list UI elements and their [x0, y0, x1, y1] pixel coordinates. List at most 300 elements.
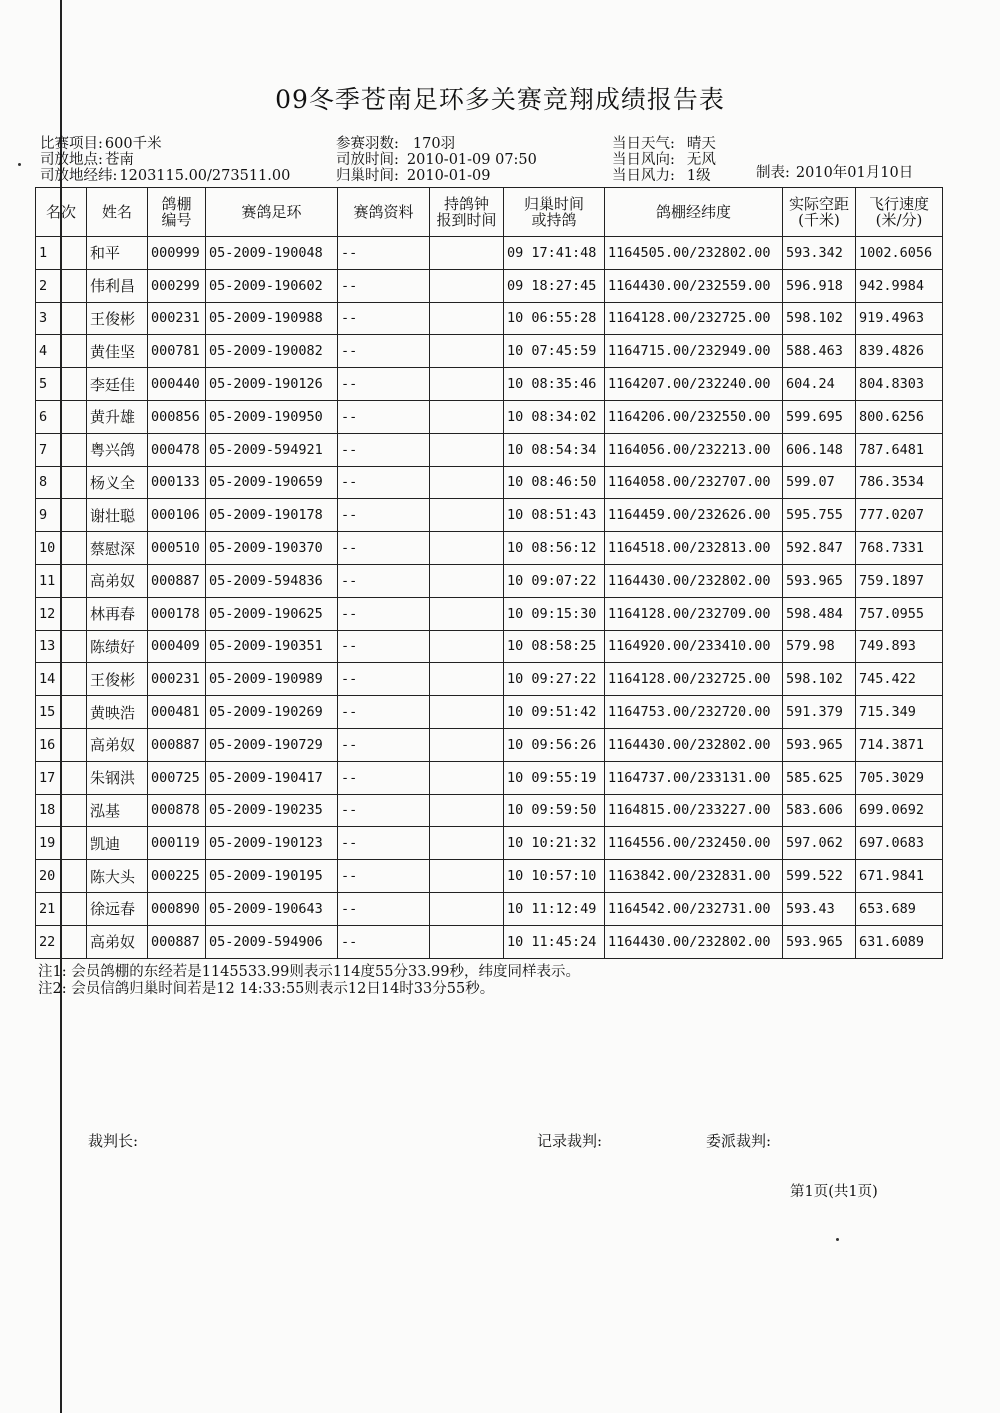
cell-distance: 604.24 — [783, 368, 856, 401]
cell-speed: 699.0692 — [856, 794, 943, 827]
cell-speed: 714.3871 — [856, 728, 943, 761]
info-birds-label: 参赛羽数: — [336, 136, 399, 152]
cell-loft-no: 000725 — [148, 761, 206, 794]
info-birds — [336, 136, 455, 152]
cell-return-time: 10 08:46:50 — [504, 466, 605, 499]
cell-name: 陈绩好 — [87, 630, 148, 663]
cell-speed: 671.9841 — [856, 860, 943, 893]
table-row — [36, 532, 943, 565]
cell-loft-no: 000231 — [148, 302, 206, 335]
cell-return-time: 10 09:51:42 — [504, 696, 605, 729]
cell-distance: 592.847 — [783, 532, 856, 565]
cell-rank: 9 — [36, 499, 87, 532]
cell-ring: 05-2009-594836 — [206, 564, 338, 597]
cell-return-time: 10 09:27:22 — [504, 663, 605, 696]
info-wind-dir-label: 当日风向: — [612, 152, 675, 168]
col-return-line2: 或持鸽 — [531, 211, 577, 229]
col-loft-no — [148, 188, 206, 237]
report-title: 09冬季苍南足环多关赛竞翔成绩报告表 — [275, 85, 725, 114]
table-row — [36, 466, 943, 499]
info-release-coords — [40, 168, 290, 184]
cell-return-time: 09 18:27:45 — [504, 269, 605, 302]
cell-ring: 05-2009-190729 — [206, 728, 338, 761]
info-made-label: 制表: — [756, 165, 790, 181]
cell-info: -- — [338, 269, 430, 302]
info-birds-value: 170羽 — [412, 136, 456, 152]
cell-distance: 599.695 — [783, 400, 856, 433]
cell-name: 高弟奴 — [87, 564, 148, 597]
cell-info: -- — [338, 302, 430, 335]
cell-clock — [430, 761, 504, 794]
cell-rank: 2 — [36, 269, 87, 302]
cell-clock — [430, 696, 504, 729]
cell-clock — [430, 400, 504, 433]
cell-speed: 839.4826 — [856, 335, 943, 368]
notes — [38, 964, 580, 998]
info-project — [40, 136, 162, 152]
cell-return-time: 10 09:55:19 — [504, 761, 605, 794]
cell-coords: 1164556.00/232450.00 — [605, 827, 783, 860]
cell-distance: 598.102 — [783, 302, 856, 335]
cell-clock — [430, 466, 504, 499]
cell-distance: 593.342 — [783, 237, 856, 270]
cell-loft-no: 000887 — [148, 564, 206, 597]
table-row — [36, 564, 943, 597]
table-row — [36, 302, 943, 335]
cell-return-time: 10 08:34:02 — [504, 400, 605, 433]
info-return-time — [336, 168, 491, 184]
cell-distance: 593.43 — [783, 892, 856, 925]
table-row — [36, 761, 943, 794]
cell-distance: 598.102 — [783, 663, 856, 696]
cell-name: 杨义全 — [87, 466, 148, 499]
cell-coords: 1164753.00/232720.00 — [605, 696, 783, 729]
cell-speed: 759.1897 — [856, 564, 943, 597]
cell-ring: 05-2009-594921 — [206, 433, 338, 466]
cell-clock — [430, 597, 504, 630]
table-header-row — [36, 188, 943, 237]
cell-rank: 10 — [36, 532, 87, 565]
cell-name: 高弟奴 — [87, 925, 148, 958]
cell-clock — [430, 892, 504, 925]
cell-clock — [430, 368, 504, 401]
cell-info: -- — [338, 532, 430, 565]
cell-distance: 593.965 — [783, 564, 856, 597]
cell-speed: 653.689 — [856, 892, 943, 925]
cell-info: -- — [338, 597, 430, 630]
cell-return-time: 10 10:21:32 — [504, 827, 605, 860]
col-return — [504, 188, 605, 237]
cell-name: 高弟奴 — [87, 728, 148, 761]
cell-distance: 595.755 — [783, 499, 856, 532]
col-loft-no-line2: 编号 — [161, 211, 192, 229]
cell-loft-no: 000440 — [148, 368, 206, 401]
signature-recorder: 记录裁判: — [537, 1132, 603, 1150]
cell-coords: 1164430.00/232802.00 — [605, 925, 783, 958]
cell-return-time: 10 06:55:28 — [504, 302, 605, 335]
cell-name: 伟利昌 — [87, 269, 148, 302]
cell-speed: 715.349 — [856, 696, 943, 729]
cell-loft-no: 000119 — [148, 827, 206, 860]
cell-ring: 05-2009-190659 — [206, 466, 338, 499]
cell-name: 王俊彬 — [87, 663, 148, 696]
cell-return-time: 10 07:45:59 — [504, 335, 605, 368]
cell-clock — [430, 728, 504, 761]
cell-name: 王俊彬 — [87, 302, 148, 335]
cell-distance: 606.148 — [783, 433, 856, 466]
cell-ring: 05-2009-190950 — [206, 400, 338, 433]
cell-return-time: 10 08:35:46 — [504, 368, 605, 401]
cell-info: -- — [338, 400, 430, 433]
cell-rank: 3 — [36, 302, 87, 335]
cell-info: -- — [338, 466, 430, 499]
note-1: 注1: 会员鸽棚的东经若是1145533.99则表示114度55分33.99秒，纬度同样表示。 — [38, 964, 580, 980]
cell-clock — [430, 794, 504, 827]
col-info: 赛鸽资料 — [338, 188, 430, 237]
cell-speed: 705.3029 — [856, 761, 943, 794]
cell-distance: 591.379 — [783, 696, 856, 729]
cell-rank: 14 — [36, 663, 87, 696]
info-release-time-label: 司放时间: — [336, 152, 399, 168]
cell-ring: 05-2009-190602 — [206, 269, 338, 302]
cell-ring: 05-2009-594906 — [206, 925, 338, 958]
cell-rank: 1 — [36, 237, 87, 270]
col-speed-line1: 飞行速度 — [868, 195, 929, 213]
cell-coords: 1164207.00/232240.00 — [605, 368, 783, 401]
info-wind-force-value: 1级 — [686, 168, 711, 184]
cell-info: -- — [338, 892, 430, 925]
cell-info: -- — [338, 368, 430, 401]
col-distance-line1: 实际空距 — [788, 195, 849, 213]
cell-return-time: 10 09:15:30 — [504, 597, 605, 630]
cell-rank: 16 — [36, 728, 87, 761]
cell-rank: 13 — [36, 630, 87, 663]
note-2: 注2: 会员信鸽归巢时间若是12 14:33:55则表示12日14时33分55秒。 — [38, 981, 495, 997]
cell-speed: 787.6481 — [856, 433, 943, 466]
cell-info: -- — [338, 860, 430, 893]
info-made-value: 2010年01月10日 — [795, 165, 914, 181]
cell-rank: 18 — [36, 794, 87, 827]
cell-distance: 593.965 — [783, 925, 856, 958]
cell-distance: 598.484 — [783, 597, 856, 630]
cell-coords: 1164715.00/232949.00 — [605, 335, 783, 368]
col-name: 姓名 — [87, 188, 148, 237]
cell-loft-no: 000409 — [148, 630, 206, 663]
cell-info: -- — [338, 827, 430, 860]
cell-coords: 1164430.00/232559.00 — [605, 269, 783, 302]
cell-clock — [430, 237, 504, 270]
table-row — [36, 368, 943, 401]
cell-info: -- — [338, 564, 430, 597]
col-clock — [430, 188, 504, 237]
cell-coords: 1164058.00/232707.00 — [605, 466, 783, 499]
cell-loft-no: 000781 — [148, 335, 206, 368]
cell-return-time: 10 08:54:34 — [504, 433, 605, 466]
cell-ring: 05-2009-190178 — [206, 499, 338, 532]
cell-loft-no: 000178 — [148, 597, 206, 630]
col-ring: 赛鸽足环 — [206, 188, 338, 237]
cell-ring: 05-2009-190195 — [206, 860, 338, 893]
col-rank: 名次 — [36, 188, 87, 237]
info-release-place-value: 苍南 — [104, 152, 134, 168]
cell-loft-no: 000887 — [148, 925, 206, 958]
cell-clock — [430, 925, 504, 958]
cell-distance: 597.062 — [783, 827, 856, 860]
cell-ring: 05-2009-190370 — [206, 532, 338, 565]
cell-speed: 777.0207 — [856, 499, 943, 532]
cell-loft-no: 000481 — [148, 696, 206, 729]
cell-name: 和平 — [87, 237, 148, 270]
info-return-time-value: 2010-01-09 — [406, 168, 491, 184]
cell-return-time: 10 10:57:10 — [504, 860, 605, 893]
cell-rank: 20 — [36, 860, 87, 893]
cell-ring: 05-2009-190351 — [206, 630, 338, 663]
col-distance — [783, 188, 856, 237]
cell-clock — [430, 630, 504, 663]
info-release-place-label: 司放地点: — [40, 152, 103, 168]
cell-return-time: 10 09:59:50 — [504, 794, 605, 827]
table-row — [36, 860, 943, 893]
cell-rank: 17 — [36, 761, 87, 794]
cell-name: 李廷佳 — [87, 368, 148, 401]
col-clock-line1: 持鸽钟 — [443, 195, 489, 213]
cell-rank: 5 — [36, 368, 87, 401]
cell-loft-no: 000510 — [148, 532, 206, 565]
info-wind-force-label: 当日风力: — [612, 168, 675, 184]
cell-speed: 804.8303 — [856, 368, 943, 401]
info-release-coords-label: 司放地经纬: — [40, 168, 118, 184]
col-loft-no-line1: 鸽棚 — [161, 195, 192, 213]
cell-speed: 745.422 — [856, 663, 943, 696]
table-row — [36, 400, 943, 433]
cell-distance: 579.98 — [783, 630, 856, 663]
page-number: 第1页(共1页) — [790, 1184, 878, 1200]
cell-ring: 05-2009-190235 — [206, 794, 338, 827]
table-row — [36, 237, 943, 270]
cell-coords: 1164056.00/232213.00 — [605, 433, 783, 466]
info-project-label: 比赛项目: — [40, 136, 103, 152]
cell-info: -- — [338, 237, 430, 270]
signature-delegate: 委派裁判: — [706, 1132, 772, 1150]
cell-name: 陈大头 — [87, 860, 148, 893]
cell-name: 黄佳坚 — [87, 335, 148, 368]
table-row — [36, 499, 943, 532]
cell-rank: 4 — [36, 335, 87, 368]
cell-speed: 1002.6056 — [856, 237, 943, 270]
info-release-place — [40, 152, 134, 168]
col-coords: 鸽棚经纬度 — [605, 188, 783, 237]
cell-coords: 1164459.00/232626.00 — [605, 499, 783, 532]
cell-loft-no: 000106 — [148, 499, 206, 532]
cell-rank: 22 — [36, 925, 87, 958]
cell-name: 泓基 — [87, 794, 148, 827]
cell-speed: 942.9984 — [856, 269, 943, 302]
cell-coords: 1164206.00/232550.00 — [605, 400, 783, 433]
cell-rank: 8 — [36, 466, 87, 499]
info-release-time-value: 2010-01-09 07:50 — [406, 152, 537, 168]
col-clock-line2: 报到时间 — [436, 211, 497, 229]
table-row — [36, 925, 943, 958]
cell-name: 凯迪 — [87, 827, 148, 860]
cell-coords: 1164430.00/232802.00 — [605, 728, 783, 761]
table-row — [36, 335, 943, 368]
results-table — [35, 187, 943, 959]
cell-speed: 697.0683 — [856, 827, 943, 860]
cell-name: 黄映浩 — [87, 696, 148, 729]
cell-name: 谢壮聪 — [87, 499, 148, 532]
cell-ring: 05-2009-190989 — [206, 663, 338, 696]
cell-name: 徐远春 — [87, 892, 148, 925]
cell-speed: 768.7331 — [856, 532, 943, 565]
cell-info: -- — [338, 728, 430, 761]
cell-ring: 05-2009-190048 — [206, 237, 338, 270]
cell-info: -- — [338, 630, 430, 663]
cell-coords: 1164430.00/232802.00 — [605, 564, 783, 597]
table-row — [36, 892, 943, 925]
cell-coords: 1164737.00/233131.00 — [605, 761, 783, 794]
info-made-date — [756, 165, 913, 181]
cell-return-time: 10 11:45:24 — [504, 925, 605, 958]
cell-ring: 05-2009-190269 — [206, 696, 338, 729]
cell-rank: 21 — [36, 892, 87, 925]
cell-info: -- — [338, 794, 430, 827]
cell-loft-no: 000299 — [148, 269, 206, 302]
cell-speed: 757.0955 — [856, 597, 943, 630]
info-wind-force — [612, 168, 711, 184]
cell-distance: 599.07 — [783, 466, 856, 499]
cell-clock — [430, 433, 504, 466]
cell-distance: 596.918 — [783, 269, 856, 302]
cell-rank: 15 — [36, 696, 87, 729]
info-wind-dir — [612, 152, 716, 168]
info-weather — [612, 136, 716, 152]
cell-loft-no: 000231 — [148, 663, 206, 696]
cell-clock — [430, 499, 504, 532]
table-row — [36, 728, 943, 761]
info-release-coords-value: 1203115.00/273511.00 — [119, 168, 291, 184]
cell-rank: 6 — [36, 400, 87, 433]
table-body — [36, 237, 943, 959]
cell-return-time: 10 09:56:26 — [504, 728, 605, 761]
table-row — [36, 269, 943, 302]
cell-ring: 05-2009-190417 — [206, 761, 338, 794]
cell-clock — [430, 663, 504, 696]
cell-return-time: 10 11:12:49 — [504, 892, 605, 925]
cell-distance: 585.625 — [783, 761, 856, 794]
col-speed-line2: (米/分) — [875, 211, 923, 229]
cell-info: -- — [338, 433, 430, 466]
info-weather-label: 当日天气: — [612, 136, 675, 152]
cell-clock — [430, 827, 504, 860]
cell-coords: 1164518.00/232813.00 — [605, 532, 783, 565]
cell-ring: 05-2009-190988 — [206, 302, 338, 335]
signature-chief-judge: 裁判长: — [88, 1132, 139, 1150]
cell-return-time: 10 08:58:25 — [504, 630, 605, 663]
table-row — [36, 794, 943, 827]
scan-speck — [18, 163, 21, 166]
cell-rank: 19 — [36, 827, 87, 860]
cell-clock — [430, 335, 504, 368]
cell-clock — [430, 564, 504, 597]
cell-ring: 05-2009-190643 — [206, 892, 338, 925]
cell-speed: 800.6256 — [856, 400, 943, 433]
cell-coords: 1164920.00/233410.00 — [605, 630, 783, 663]
table-row — [36, 433, 943, 466]
cell-name: 朱钢洪 — [87, 761, 148, 794]
cell-clock — [430, 269, 504, 302]
cell-name: 蔡慰深 — [87, 532, 148, 565]
cell-loft-no: 000225 — [148, 860, 206, 893]
col-return-line1: 归巢时间 — [523, 195, 584, 213]
cell-ring: 05-2009-190082 — [206, 335, 338, 368]
cell-loft-no: 000890 — [148, 892, 206, 925]
col-distance-line2: (千米) — [798, 211, 840, 229]
cell-loft-no: 000856 — [148, 400, 206, 433]
cell-loft-no: 000133 — [148, 466, 206, 499]
cell-info: -- — [338, 335, 430, 368]
cell-distance: 593.965 — [783, 728, 856, 761]
cell-coords: 1164128.00/232725.00 — [605, 663, 783, 696]
cell-loft-no: 000478 — [148, 433, 206, 466]
cell-info: -- — [338, 761, 430, 794]
cell-return-time: 09 17:41:48 — [504, 237, 605, 270]
cell-speed: 631.6089 — [856, 925, 943, 958]
scan-speck — [836, 1238, 839, 1241]
table-row — [36, 827, 943, 860]
cell-clock — [430, 302, 504, 335]
cell-info: -- — [338, 696, 430, 729]
cell-return-time: 10 08:56:12 — [504, 532, 605, 565]
cell-coords: 1164542.00/232731.00 — [605, 892, 783, 925]
info-release-time — [336, 152, 537, 168]
info-weather-value: 晴天 — [686, 136, 716, 152]
cell-name: 粤兴鸽 — [87, 433, 148, 466]
cell-loft-no: 000999 — [148, 237, 206, 270]
cell-ring: 05-2009-190625 — [206, 597, 338, 630]
cell-loft-no: 000887 — [148, 728, 206, 761]
info-return-time-label: 归巢时间: — [336, 168, 399, 184]
cell-coords: 1164505.00/232802.00 — [605, 237, 783, 270]
cell-coords: 1163842.00/232831.00 — [605, 860, 783, 893]
cell-ring: 05-2009-190126 — [206, 368, 338, 401]
cell-speed: 786.3534 — [856, 466, 943, 499]
cell-speed: 749.893 — [856, 630, 943, 663]
cell-rank: 11 — [36, 564, 87, 597]
cell-distance: 599.522 — [783, 860, 856, 893]
cell-coords: 1164815.00/233227.00 — [605, 794, 783, 827]
cell-clock — [430, 860, 504, 893]
table-row — [36, 597, 943, 630]
cell-ring: 05-2009-190123 — [206, 827, 338, 860]
table-row — [36, 663, 943, 696]
info-project-value: 600千米 — [104, 136, 162, 152]
cell-info: -- — [338, 663, 430, 696]
cell-coords: 1164128.00/232725.00 — [605, 302, 783, 335]
cell-return-time: 10 09:07:22 — [504, 564, 605, 597]
table-row — [36, 630, 943, 663]
cell-info: -- — [338, 925, 430, 958]
cell-speed: 919.4963 — [856, 302, 943, 335]
cell-name: 林再春 — [87, 597, 148, 630]
cell-name: 黄升雄 — [87, 400, 148, 433]
cell-rank: 12 — [36, 597, 87, 630]
cell-rank: 7 — [36, 433, 87, 466]
cell-distance: 583.606 — [783, 794, 856, 827]
cell-return-time: 10 08:51:43 — [504, 499, 605, 532]
info-wind-dir-value: 无风 — [686, 152, 716, 168]
cell-coords: 1164128.00/232709.00 — [605, 597, 783, 630]
cell-distance: 588.463 — [783, 335, 856, 368]
